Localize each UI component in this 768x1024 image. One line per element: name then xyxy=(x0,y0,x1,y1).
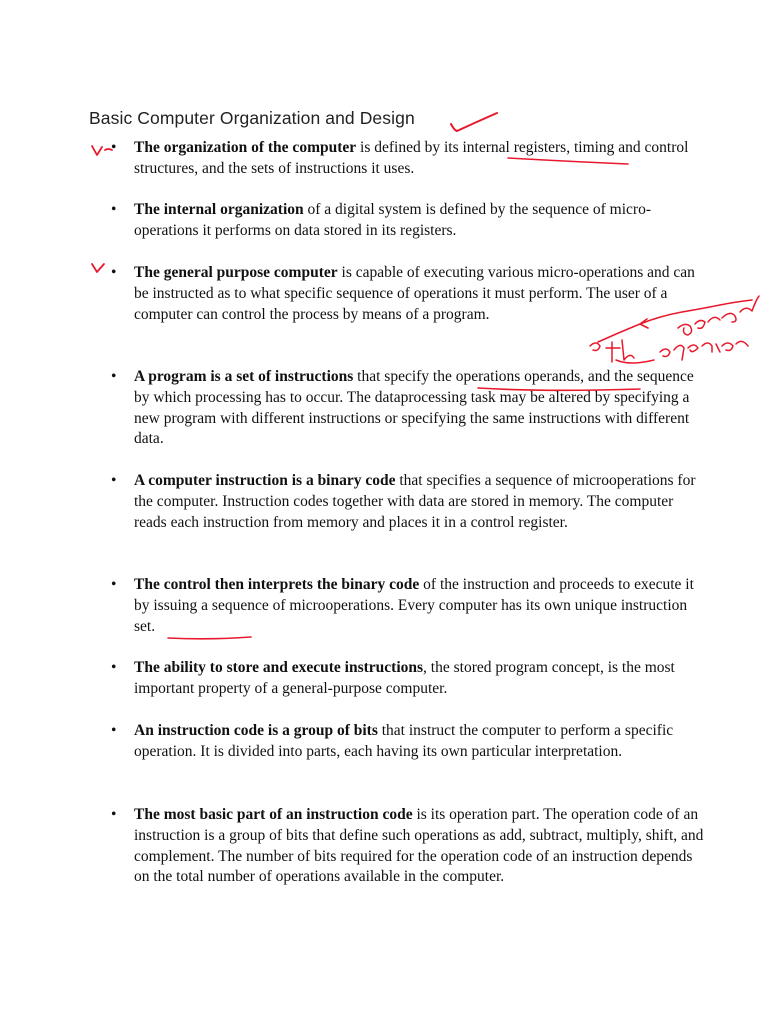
item-text: that specifies a sequence of microoperations for the computer. Instruction codes together with data are stored in memory. The computer reads each instruction from memory and places it in a control register. xyxy=(134,472,696,531)
item-bold: A computer instruction is a binary code xyxy=(134,472,396,489)
bullet-icon: • xyxy=(111,576,117,593)
item-bold: The internal organization xyxy=(134,201,304,218)
item-bold: The general purpose computer xyxy=(134,264,338,281)
list-item xyxy=(111,367,709,450)
item-text: , the stored program concept, is the most important property of a general-purpose computer. xyxy=(134,659,675,697)
list-item xyxy=(111,138,709,180)
list-item xyxy=(111,471,709,533)
bullet-icon: • xyxy=(111,139,117,156)
bullet-icon: • xyxy=(111,368,117,385)
checkmark-icon xyxy=(92,146,112,155)
item-text: of a digital system is defined by the sequence of micro-operations it performs on data stored in its registers. xyxy=(134,201,651,239)
item-bold: A program is a set of instructions xyxy=(134,368,354,385)
item-text: is its operation part. The operation code of an instruction is a group of bits that define such operations as add, subtract, multiply, shift, and complement. The number of bits required for the operation code of an instruction depends on the total number of operations available in the computer. xyxy=(134,806,704,886)
page-title: Basic Computer Organization and Design xyxy=(89,108,415,128)
list-item xyxy=(111,721,709,763)
item-text: of the instruction and proceeds to execute it by issuing a sequence of microoperations. Every computer has its own unique instruction set. xyxy=(134,576,694,635)
list-item xyxy=(111,263,709,325)
item-text: is defined by its internal registers, timing and control structures, and the sets of instructions it uses. xyxy=(134,139,689,177)
list-item xyxy=(111,658,709,700)
item-text: that specify the operations operands, and the sequence by which processing has to occur. The dataprocessing task may be altered by specifying a new program with different instructions or specifying the same instructions with different data. xyxy=(134,368,694,448)
checkmark-icon xyxy=(451,113,497,131)
item-bold: The control then interprets the binary code xyxy=(134,576,420,593)
item-bold: The ability to store and execute instructions xyxy=(134,659,424,676)
bullet-icon: • xyxy=(111,806,117,823)
checkmark-icon xyxy=(92,264,104,272)
bullet-icon: • xyxy=(111,472,117,489)
handwritten-note xyxy=(616,341,748,363)
handwritten-note xyxy=(590,343,600,351)
handwritten-note xyxy=(606,340,634,362)
item-text: is capable of executing various micro-operations and can be instructed as to what specific sequence of operations it must perform. The user of a computer can control the process by means of a program. xyxy=(134,264,695,323)
bullet-icon: • xyxy=(111,201,117,218)
item-text: that instruct the computer to perform a specific operation. It is divided into parts, each having its own particular interpretation. xyxy=(134,722,674,760)
list-item xyxy=(111,200,709,242)
list-item xyxy=(111,575,709,637)
bullet-icon: • xyxy=(111,264,117,281)
list-item xyxy=(111,805,709,888)
bullet-icon: • xyxy=(111,722,117,739)
bullet-icon: • xyxy=(111,659,117,676)
item-bold: The most basic part of an instruction code xyxy=(134,806,413,823)
item-bold: The organization of the computer xyxy=(134,139,357,156)
item-bold: An instruction code is a group of bits xyxy=(134,722,378,739)
